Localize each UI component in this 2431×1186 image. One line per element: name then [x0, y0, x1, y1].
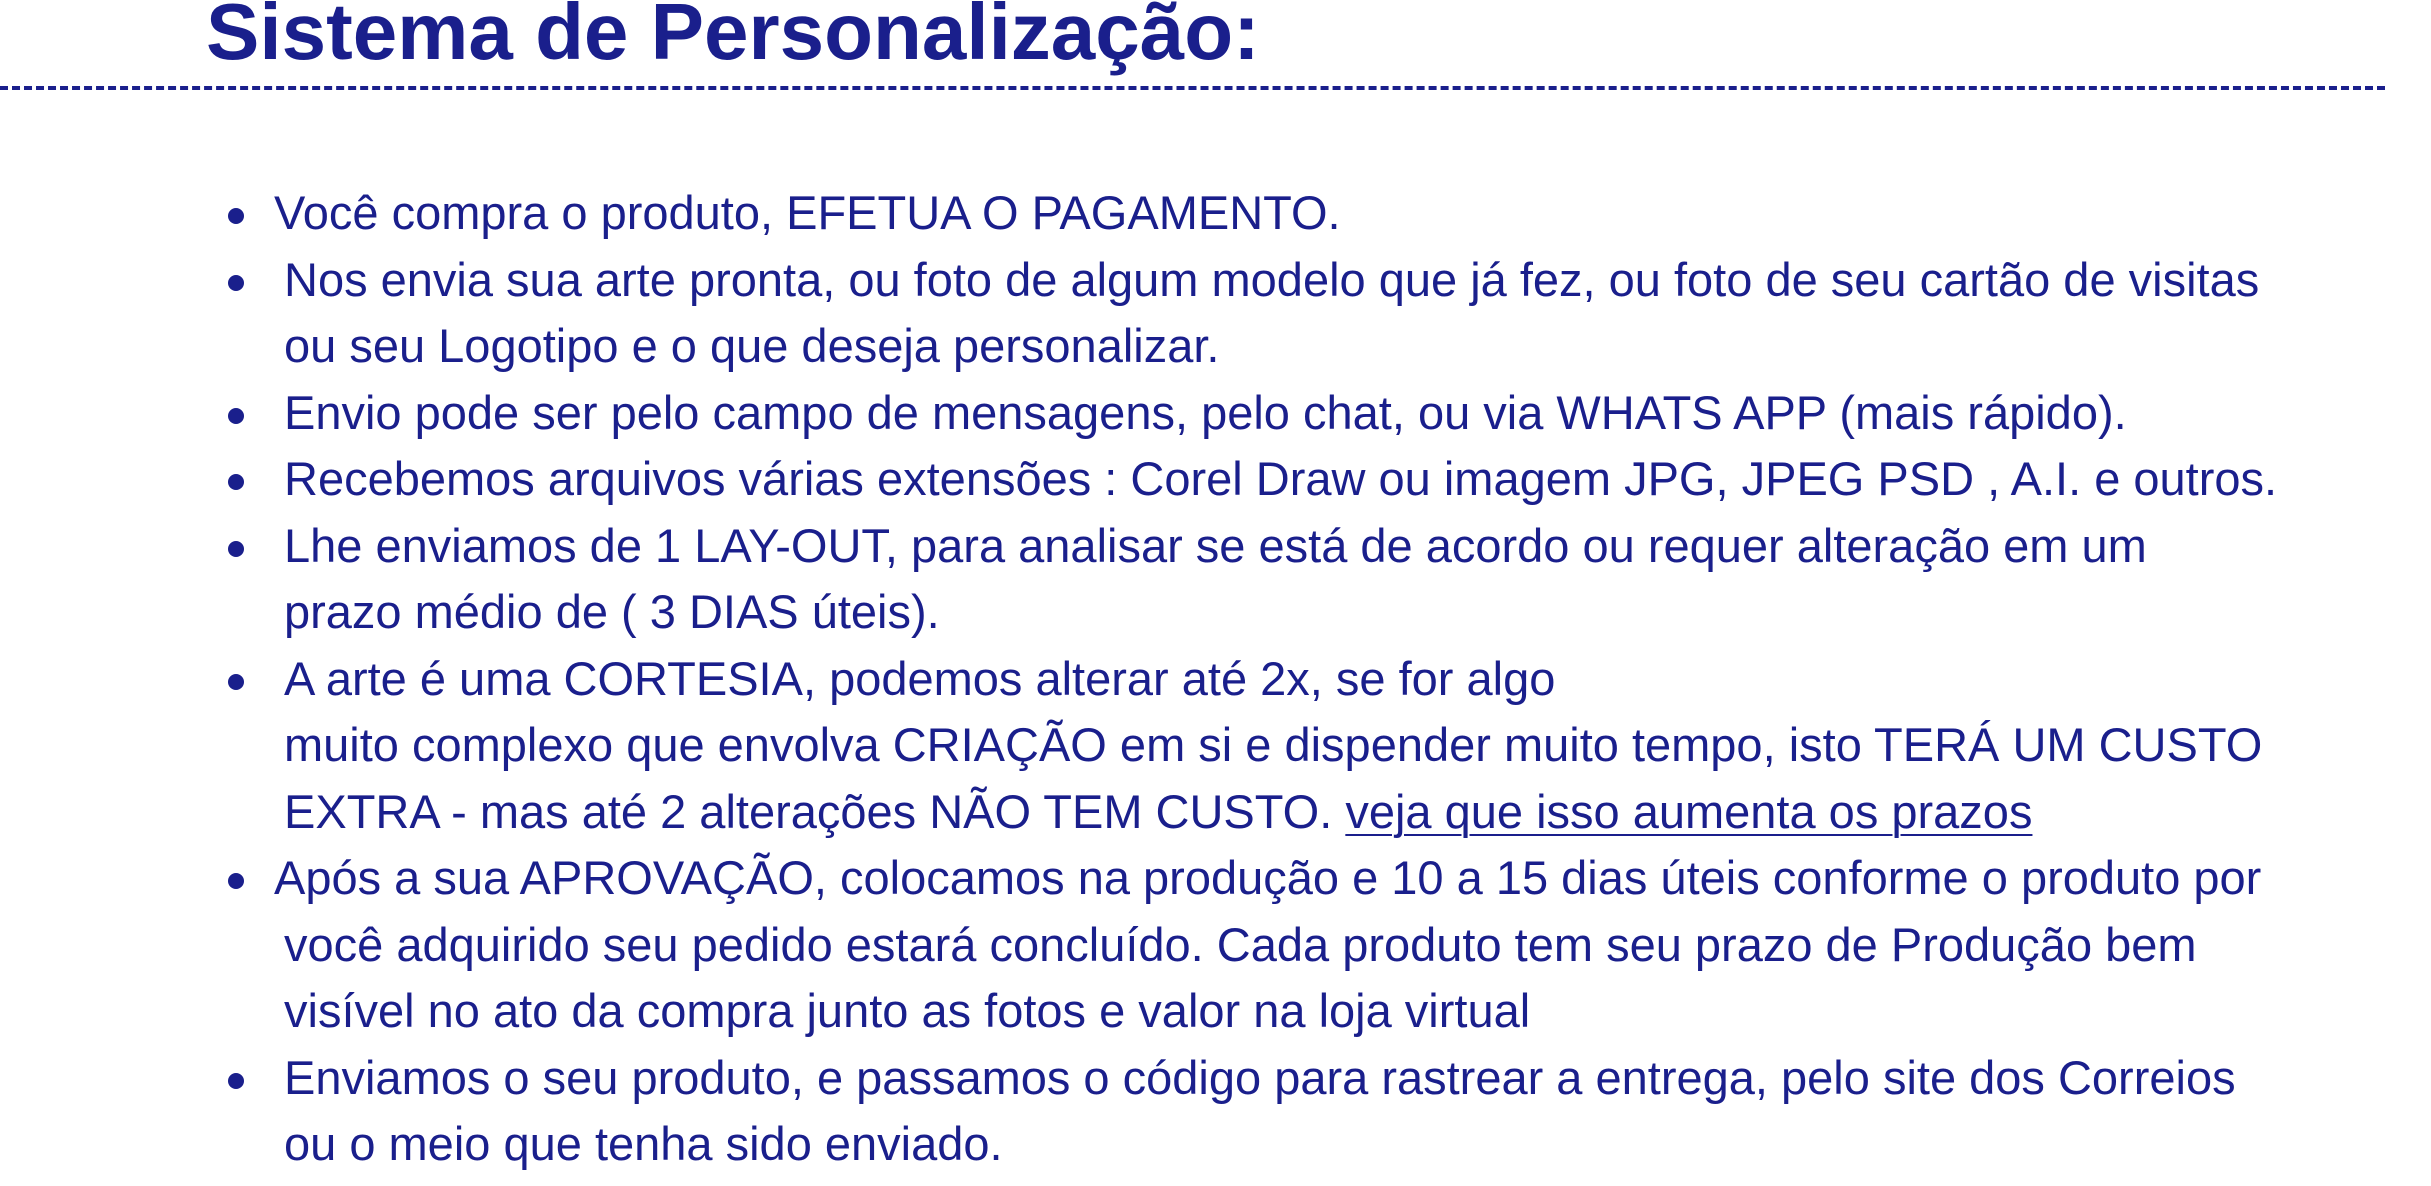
bullet-icon: [228, 541, 244, 557]
list-item: [224, 380, 2429, 447]
list-item-text: visível no ato da compra junto as fotos e valor na loja virtual: [284, 984, 1531, 1037]
list-item: [224, 1045, 2429, 1178]
bullet-icon: [228, 674, 244, 690]
underlined-note: veja que isso aumenta os prazos: [1345, 784, 2033, 838]
list-item-text: ou o meio que tenha sido enviado.: [284, 1117, 1003, 1170]
list-item-text: Envio pode ser pelo campo de mensagens, pelo chat, ou via WHATS APP (mais rápido).: [284, 385, 2127, 439]
list-item-text: EXTRA - mas até 2 alterações NÃO TEM CUSTO.: [284, 784, 1333, 838]
list-item-text: ou seu Logotipo e o que deseja personalizar.: [284, 319, 1220, 372]
list-item-text: Recebemos arquivos várias extensões : Corel Draw ou imagem JPG, JPEG PSD , A.I. e outros.: [284, 452, 2278, 505]
list-item-text: Nos envia sua arte pronta, ou foto de algum modelo que já fez, ou foto de seu cartão de visitas: [284, 252, 2260, 306]
bullet-list: [224, 180, 2429, 1178]
list-item: [224, 446, 2429, 513]
list-item: [224, 180, 2429, 247]
bullet-icon: [228, 408, 244, 424]
list-item-text: Lhe enviamos de 1 LAY-OUT, para analisar se está de acordo ou requer alteração em um: [284, 518, 2147, 572]
list-item: [224, 845, 2429, 1045]
list-item-text: A arte é uma CORTESIA, podemos alterar até 2x, se for algo: [284, 651, 1556, 705]
list-item-text: prazo médio de ( 3 DIAS úteis).: [284, 585, 940, 638]
bullet-icon: [228, 474, 244, 490]
list-item-text: Enviamos o seu produto, e passamos o código para rastrear a entrega, pelo site dos Correios: [284, 1050, 2236, 1104]
bullet-icon: [228, 873, 244, 889]
list-item-text: você adquirido seu pedido estará concluído. Cada produto tem seu prazo de Produção bem: [284, 917, 2197, 971]
list-item: [224, 513, 2429, 646]
list-item: [224, 247, 2429, 380]
list-item-text: muito complexo que envolva CRIAÇÃO em si e dispender muito tempo, isto TERÁ UM CUSTO: [284, 718, 2263, 771]
list-item-text: Você compra o produto, EFETUA O PAGAMENTO.: [274, 186, 1341, 239]
list-item-text-row: [284, 779, 2429, 846]
dashed-divider: [0, 86, 2385, 90]
bullet-icon: [228, 275, 244, 291]
list-item: [224, 646, 2429, 846]
page-title: Sistema de Personalização:: [206, 0, 1260, 76]
bullet-icon: [228, 208, 244, 224]
list-item-text: Após a sua APROVAÇÃO, colocamos na produção e 10 a 15 dias úteis conforme o produto por: [274, 851, 2262, 904]
bullet-icon: [228, 1073, 244, 1089]
